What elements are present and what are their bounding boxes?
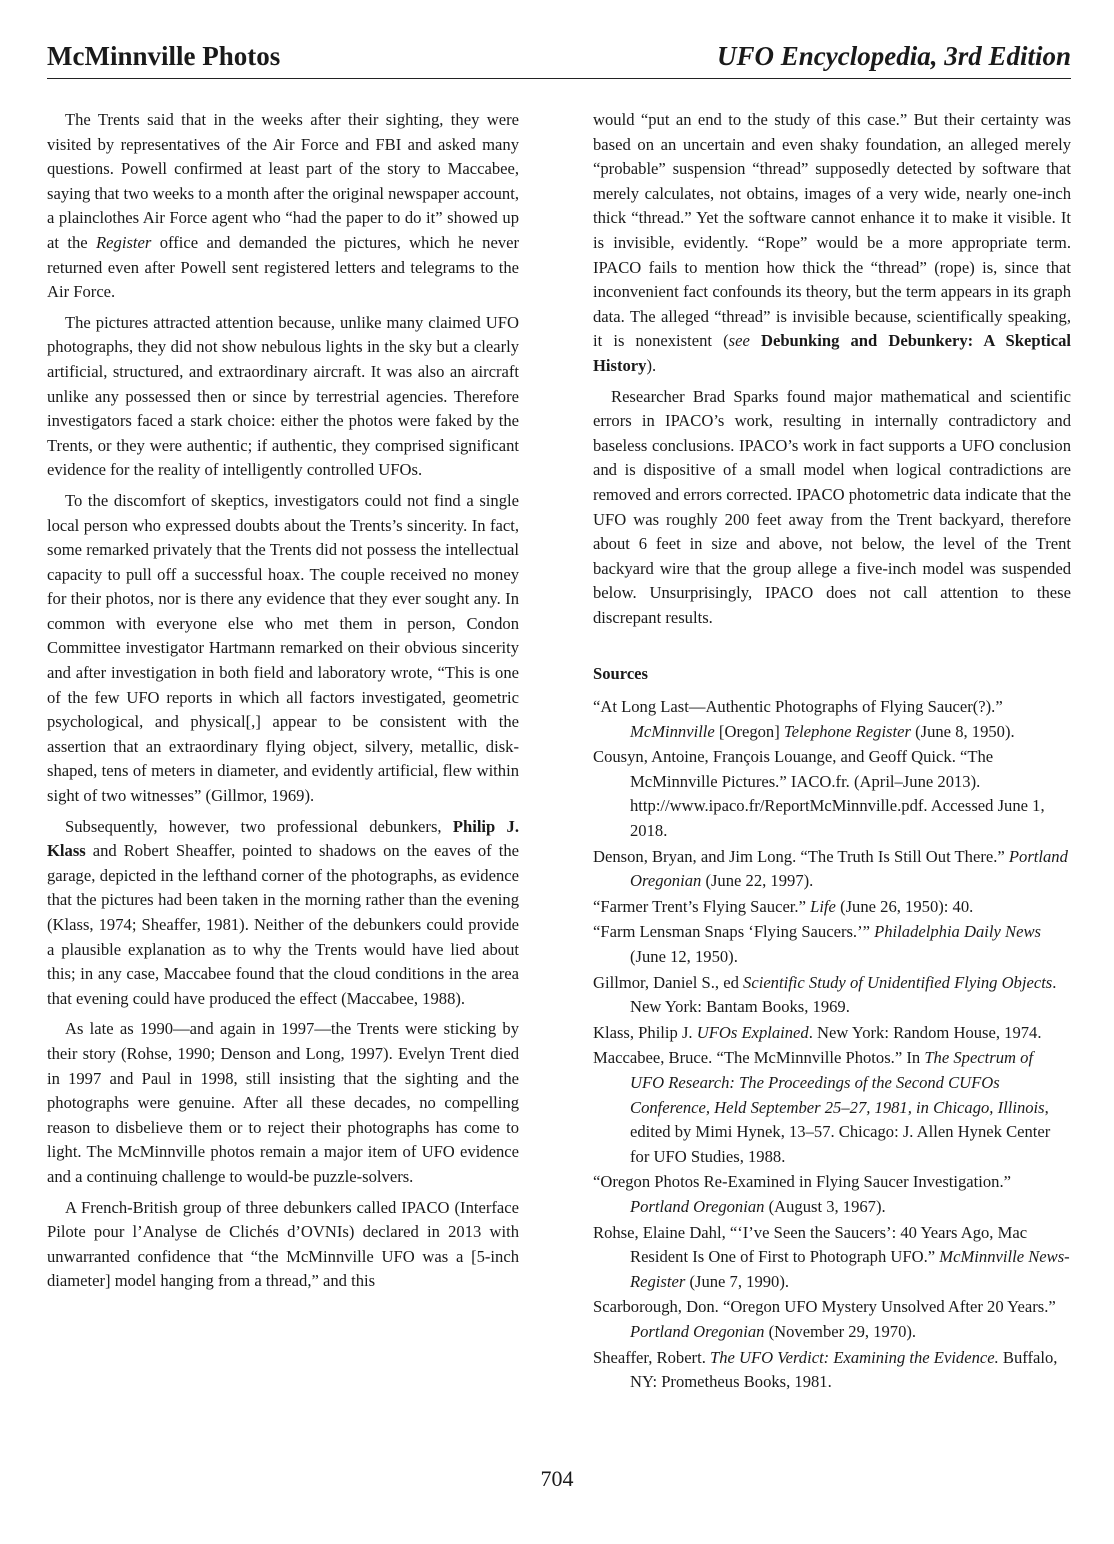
source-title-italic: McMinnville: [630, 721, 715, 741]
source-text: . New York: Bantam Books, 1969.: [630, 972, 1057, 1017]
source-text: [Oregon]: [714, 721, 784, 741]
source-text: (August 3, 1967).: [764, 1196, 886, 1216]
source-entry: [593, 971, 1071, 1020]
source-text: Cousyn, Antoine, François Louange, and Geoff Quick. “The McMinnville Pictures.” IACO.fr. (April–June 2013). http://www.ipaco.fr/ReportMcMinnville.pdf. Accessed June 1, 2018.: [593, 747, 1045, 841]
text: office and demanded the pictures, which he never returned even after Powell sent registered letters and telegrams to the Air Force.: [47, 232, 519, 302]
source-title-italic: Life: [810, 896, 836, 916]
source-title-italic: Portland Oregonian: [630, 846, 1068, 891]
source-text: . New York: Random House, 1974.: [808, 1022, 1042, 1042]
source-text: Maccabee, Bruce. “The McMinnville Photos.” In: [593, 1048, 925, 1068]
source-text: Sheaffer, Robert.: [593, 1347, 710, 1367]
source-entry: [593, 1346, 1071, 1395]
source-text: (June 22, 1997).: [701, 871, 814, 891]
paragraph: As late as 1990—and again in 1997—the Trents were sticking by their story (Rohse, 1990; Denson and Long, 1997). Evelyn Trent died in 1997 and Paul in 1998, still insisting that the sighting and the photographs were genuine. After all these decades, no compelling reason to disbelieve them or to reject their photographs has come to light. The McMinnville photos remain a major item of UFO evidence and a continuing challenge to would-be puzzle-solvers.: [47, 1019, 519, 1186]
text-italic: see: [728, 331, 750, 351]
paragraph: A French-British group of three debunkers called IPACO (Interface Pilote pour l’Analyse de Clichés d’OVNIs) declared in 2013 with unwarranted confidence that “the McMinnville UFO was a [5-inch diameter] model hanging from a thread,” and this: [47, 1197, 519, 1291]
source-text: Scarborough, Don. “Oregon UFO Mystery Unsolved After 20 Years.”: [593, 1297, 1056, 1317]
source-text: Buffalo, NY: Prometheus Books, 1981.: [630, 1347, 1058, 1392]
paragraph: Researcher Brad Sparks found major mathematical and scientific errors in IPACO’s work, resulting in internally contradictory and baseless conclusions. IPACO’s work in fact supports a UFO conclusion and is dispositive of a small model when logical contradictions are removed and errors corrected. IPACO photometric data indicate that the UFO was roughly 200 feet away from the Trent backyard, therefore about 6 feet in size and above, not below, the level of the Trent backyard wire that the group allege a five-inch model was suspended below. Unsurprisingly, IPACO does not call attention to these discrepant results.: [593, 386, 1071, 627]
source-text: “Farmer Trent’s Flying Saucer.”: [593, 896, 811, 916]
source-entry: [593, 1221, 1071, 1295]
source-title-italic: UFOs Explained: [696, 1022, 809, 1042]
text: ).: [646, 355, 657, 375]
source-title-italic: Portland Oregonian: [630, 1321, 765, 1341]
paragraph: To the discomfort of skeptics, investigators could not find a single local person who expressed doubts about the Trents’s sincerity. In fact, some remarked privately that the Trents did not possess the intellectual capacity to pull off a successful hoax. The couple received no money for their photos, nor is there any evidence that they ever sought any. In common with everyone else who met them in person, Condon Committee investigator Hartmann remarked on their obvious sincerity and after investigation in both field and laboratory wrote, “This is one of the few UFO reports in which all factors investigated, geometric psychological, and physical[,] appear to be consistent with the assertion that an extraordinary flying object, silvery, metallic, disk-shaped, tens of meters in diameter, and evidently artificial, flew within sight of two witnesses” (Gillmor, 1969).: [47, 490, 519, 806]
text: The Trents said that in the weeks after their sighting, they were visited by representatives of the Air Force and FBI and asked many questions. Powell confirmed at least part of the story to Maccabee, saying that two weeks to a month after the original newspaper account, a plainclothes Air Force agent who “had the paper to do it” showed up at the: [47, 110, 519, 252]
page-number: 704: [540, 1466, 574, 1491]
paragraph: [47, 108, 519, 305]
source-title-italic: Scientific Study of Unidentified Flying Objects: [743, 972, 1053, 992]
source-text: “Oregon Photos Re-Examined in Flying Saucer Investigation.”: [593, 1172, 1011, 1192]
source-title-italic: Portland Oregonian: [630, 1196, 765, 1216]
cross-reference: Debunking and Debunkery: A Skeptical History: [593, 331, 1071, 375]
source-entry: [593, 1170, 1071, 1219]
right-column: [593, 108, 1071, 1396]
sources-list: [593, 695, 1071, 1395]
source-text: (June 26, 1950): 40.: [835, 896, 974, 916]
source-entry: [593, 845, 1071, 894]
source-entry: [593, 745, 1071, 843]
text: Subsequently, however, two professional debunkers,: [65, 816, 453, 836]
header-book-title: UFO Encyclopedia, 3rd Edition: [716, 41, 1071, 71]
text: and Robert Sheaffer, pointed to shadows on the eaves of the garage, depicted in the lefthand corner of the photographs, as evidence that the pictures had been taken in the morning rather than the evening (Klass, 1974; Sheaffer, 1981). Neither of the debunkers could provide a plausible explanation as to why the Trents would have lied about this; in any case, Maccabee found that the cloud conditions in the area that evening could have produced the effect (Maccabee, 1988).: [47, 841, 519, 1008]
source-text: Rohse, Elaine Dahl, “‘I’ve Seen the Saucers’: 40 Years Ago, Mac Resident Is One of First to Photograph UFO.”: [593, 1222, 1028, 1267]
text-italic: Register: [96, 232, 152, 252]
source-title-italic: Philadelphia Daily News: [874, 922, 1041, 942]
source-text: (June 8, 1950).: [910, 721, 1015, 741]
source-text: Klass, Philip J.: [593, 1022, 697, 1042]
source-title-italic: The UFO Verdict: Examining the Evidence.: [710, 1347, 999, 1367]
source-text: (June 12, 1950).: [630, 947, 738, 966]
source-text: , edited by Mimi Hynek, 13–57. Chicago: J. Allen Hynek Center for UFO Studies, 1988.: [630, 1097, 1051, 1166]
text: would “put an end to the study of this case.” But their certainty was based on an uncertain and even shaky foundation, an alleged merely “probable” suspension “thread” supposedly detected by software that merely calculates, not obtains, images of a very wide, nearly one-inch thick “thread.” Yet the software cannot enhance it to make it visible. It is invisible, evidently. “Rope” would be a more appropriate term. IPACO fails to mention how thick the “thread” (rope) is, since that inconvenient fact confounds its theory, but the term appears in its graph data. The alleged “thread” is invisible because, scientifically speaking, it is nonexistent (: [593, 110, 1071, 351]
source-text: Gillmor, Daniel S., ed: [593, 972, 744, 992]
source-text: (June 7, 1990).: [685, 1271, 790, 1291]
source-text: “Farm Lensman Snaps ‘Flying Saucers.’”: [593, 922, 875, 942]
source-entry: [593, 895, 1071, 920]
source-entry: [593, 920, 1071, 969]
source-text: (November 29, 1970).: [764, 1321, 917, 1341]
source-entry: [593, 1046, 1071, 1169]
source-text: “At Long Last—Authentic Photographs of Flying Saucer(?).”: [593, 697, 1003, 717]
sources-heading: Sources: [593, 664, 649, 684]
source-entry: [593, 1295, 1071, 1344]
source-title-italic: McMinnville News-Register: [630, 1247, 1070, 1291]
source-entry: [593, 1021, 1071, 1046]
running-header: [47, 36, 1071, 79]
source-title-italic: The Spectrum of UFO Research: The Proceedings of the Second CUFOs Conference, Held September 25–27, 1981, in Chicago, Illinois: [630, 1048, 1045, 1117]
cross-reference: Philip J. Klass: [47, 816, 519, 861]
source-title-italic: Telephone Register: [783, 721, 911, 741]
source-text: Denson, Bryan, and Jim Long. “The Truth Is Still Out There.”: [593, 846, 1009, 866]
paragraph: The pictures attracted attention because, unlike many claimed UFO photographs, they did not show nebulous lights in the sky but a clearly artificial, structured, and extraordinary aircraft. It was also an aircraft unlike any possessed then or since by terrestrial agencies. Therefore investigators faced a stark choice: either the photos were faked by the Trents, or they were authentic; if authentic, they comprised significant evidence for the reality of intelligently controlled UFOs.: [47, 312, 519, 480]
left-column: [47, 108, 519, 1300]
paragraph: [593, 108, 1071, 379]
paragraph: [47, 815, 519, 1012]
header-section-title: McMinnville Photos: [47, 41, 281, 71]
source-entry: [593, 695, 1071, 744]
